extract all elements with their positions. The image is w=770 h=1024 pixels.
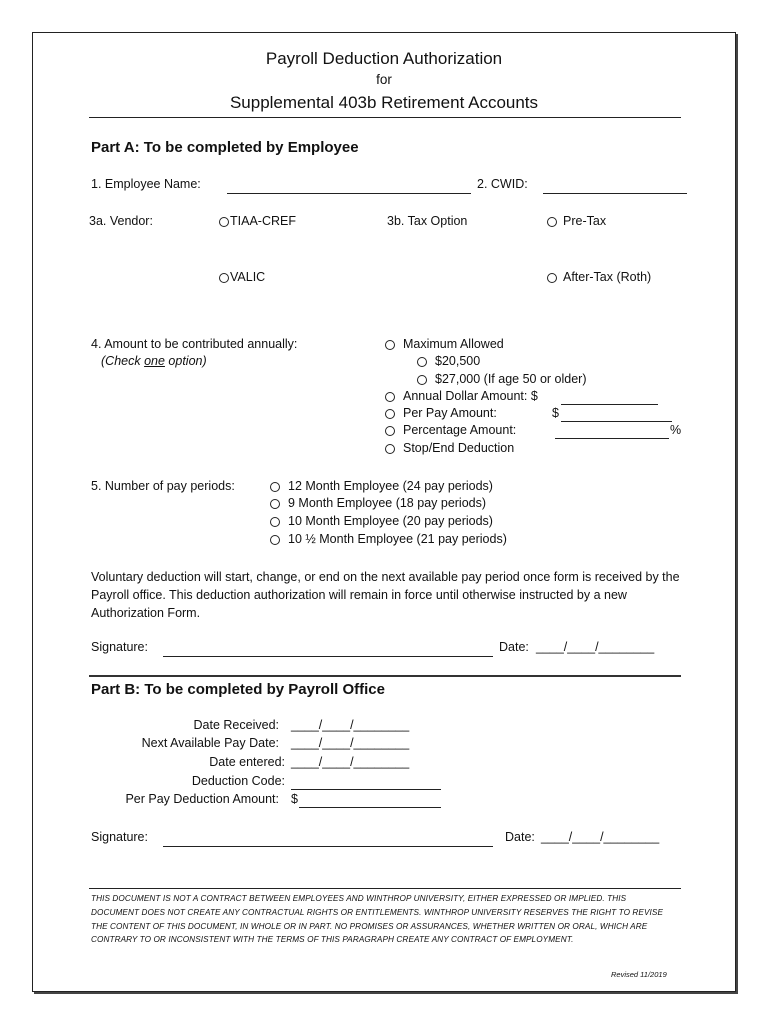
cwid-field[interactable] xyxy=(543,193,687,194)
date-entered-label: Date entered: xyxy=(209,755,285,769)
amount-option-text: Stop/End Deduction xyxy=(403,441,515,455)
signature-field[interactable] xyxy=(163,656,493,657)
radio-icon[interactable] xyxy=(270,482,280,492)
radio-icon[interactable] xyxy=(547,217,557,227)
footer-divider xyxy=(89,888,681,889)
radio-icon[interactable] xyxy=(385,340,395,350)
radio-icon[interactable] xyxy=(270,517,280,527)
amount-note-one: one xyxy=(144,354,165,368)
pay-period-option-12[interactable] xyxy=(270,479,493,493)
form-title: Payroll Deduction Authorization xyxy=(265,49,503,68)
part-b-heading: Part B: To be completed by Payroll Office xyxy=(91,681,385,698)
amount-option-max[interactable] xyxy=(385,337,504,351)
pay-period-option-10-5[interactable] xyxy=(270,532,507,546)
amount-option-percentage[interactable] xyxy=(385,423,516,437)
voluntary-deduction-text: Voluntary deduction will start, change, or end on the next available pay period once form is received by the Payroll office. This deduction authorization will remain in force until otherwise instructed by a new Authorization Form. xyxy=(91,570,680,620)
date-field[interactable]: ____/____/________ xyxy=(536,640,655,654)
radio-icon[interactable] xyxy=(547,273,557,283)
amount-option-text: Per Pay Amount: xyxy=(403,406,497,420)
radio-icon[interactable] xyxy=(417,357,427,367)
form-title-for: for xyxy=(376,72,392,87)
revision-date: Revised 11/2019 xyxy=(611,970,667,979)
radio-icon[interactable] xyxy=(270,535,280,545)
date-field-b[interactable]: ____/____/________ xyxy=(541,830,660,844)
radio-icon[interactable] xyxy=(219,217,229,227)
vendor-option-tiaa[interactable] xyxy=(219,214,296,228)
per-pay-amount-field[interactable] xyxy=(561,421,672,422)
form-page xyxy=(32,32,736,992)
cwid-label: 2. CWID: xyxy=(477,177,528,191)
date-received-label: Date Received: xyxy=(193,718,279,732)
next-pay-date-field[interactable]: ____/____/________ xyxy=(291,736,410,750)
amount-note xyxy=(101,354,207,368)
amount-option-text: $20,500 xyxy=(435,354,481,368)
per-pay-dollar-sign: $ xyxy=(552,406,559,420)
radio-icon[interactable] xyxy=(385,444,395,454)
employee-name-field[interactable] xyxy=(227,193,471,194)
disclaimer-text: THIS DOCUMENT IS NOT A CONTRACT BETWEEN EMPLOYEES AND WINTHROP UNIVERSITY, EITHER EXPRESSED OR IMPLIED. THIS DOCUMENT DOES NOT CREATE ANY CONTRACTUAL RIGHTS OR ENTITLEMENTS. WINTHROP UNIVERSITY RESERVES THE RIGHT TO REVISE THE CONTENT OF THIS DOCUMENT, IN WHOLE OR IN PART. NO PROMISES OR ASSURANCES, WHETHER WRITTEN OR ORAL, WHICH ARE CONTRARY TO OR INCONSISTENT WITH THE TERMS OF THIS PARAGRAPH CREATE ANY CONTRACT OF EMPLOYMENT. xyxy=(91,894,664,945)
pay-period-text: 10 ½ Month Employee (21 pay periods) xyxy=(288,532,507,546)
signature-label-b: Signature: xyxy=(91,830,148,844)
vendor-label: 3a. Vendor: xyxy=(89,214,153,228)
date-label-b: Date: xyxy=(505,830,535,844)
vendor-option-label: TIAA-CREF xyxy=(230,214,296,228)
header-divider xyxy=(89,117,681,118)
employee-name-label: 1. Employee Name: xyxy=(91,177,201,191)
pay-period-option-9[interactable] xyxy=(270,496,486,510)
amount-option-per-pay[interactable] xyxy=(385,406,497,420)
per-pay-deduction-field[interactable] xyxy=(299,807,441,808)
vendor-option-valic[interactable] xyxy=(219,270,265,284)
tax-option-roth[interactable] xyxy=(547,270,651,284)
deduction-code-field[interactable] xyxy=(291,789,441,790)
amount-option-27000[interactable] xyxy=(417,372,587,386)
section-divider xyxy=(89,675,681,677)
annual-amount-field[interactable] xyxy=(561,404,658,405)
form-subtitle: Supplemental 403b Retirement Accounts xyxy=(229,93,539,112)
radio-icon[interactable] xyxy=(385,392,395,402)
amount-option-text: Maximum Allowed xyxy=(403,337,504,351)
radio-icon[interactable] xyxy=(219,273,229,283)
amount-option-text: Percentage Amount: xyxy=(403,423,517,437)
radio-icon[interactable] xyxy=(385,426,395,436)
pay-period-text: 9 Month Employee (18 pay periods) xyxy=(288,496,487,510)
amount-option-stop[interactable] xyxy=(385,441,514,455)
amount-note-post: option) xyxy=(164,354,207,368)
radio-icon[interactable] xyxy=(270,499,280,509)
pay-period-option-10[interactable] xyxy=(270,514,493,528)
pay-period-text: 12 Month Employee (24 pay periods) xyxy=(288,479,493,493)
amount-option-20500[interactable] xyxy=(417,354,480,368)
tax-option-label: 3b. Tax Option xyxy=(387,214,468,228)
percent-sign: % xyxy=(670,423,682,437)
amount-note-pre: (Check xyxy=(101,354,145,368)
amount-option-text: Annual Dollar Amount: $ xyxy=(403,389,538,403)
next-pay-date-label: Next Available Pay Date: xyxy=(141,736,279,750)
pay-period-text: 10 Month Employee (20 pay periods) xyxy=(288,514,493,528)
tax-option-text: After-Tax (Roth) xyxy=(563,270,652,284)
part-a-heading: Part A: To be completed by Employee xyxy=(91,139,359,156)
date-label: Date: xyxy=(499,640,529,654)
percentage-field[interactable] xyxy=(555,438,669,439)
signature-label: Signature: xyxy=(91,640,148,654)
amount-option-annual[interactable] xyxy=(385,389,538,403)
amount-label: 4. Amount to be contributed annually: xyxy=(91,337,298,351)
pay-periods-label: 5. Number of pay periods: xyxy=(91,479,235,493)
date-entered-field[interactable]: ____/____/________ xyxy=(291,755,410,769)
tax-option-pretax[interactable] xyxy=(547,214,606,228)
tax-option-text: Pre-Tax xyxy=(563,214,607,228)
per-pay-dollar: $ xyxy=(291,792,298,806)
per-pay-deduction-label: Per Pay Deduction Amount: xyxy=(125,792,279,806)
radio-icon[interactable] xyxy=(385,409,395,419)
deduction-code-label: Deduction Code: xyxy=(191,774,285,788)
vendor-option-label: VALIC xyxy=(230,270,266,284)
date-received-field[interactable]: ____/____/________ xyxy=(291,718,410,732)
radio-icon[interactable] xyxy=(417,375,427,385)
amount-option-text: $27,000 (If age 50 or older) xyxy=(435,372,587,386)
signature-field-b[interactable] xyxy=(163,846,493,847)
